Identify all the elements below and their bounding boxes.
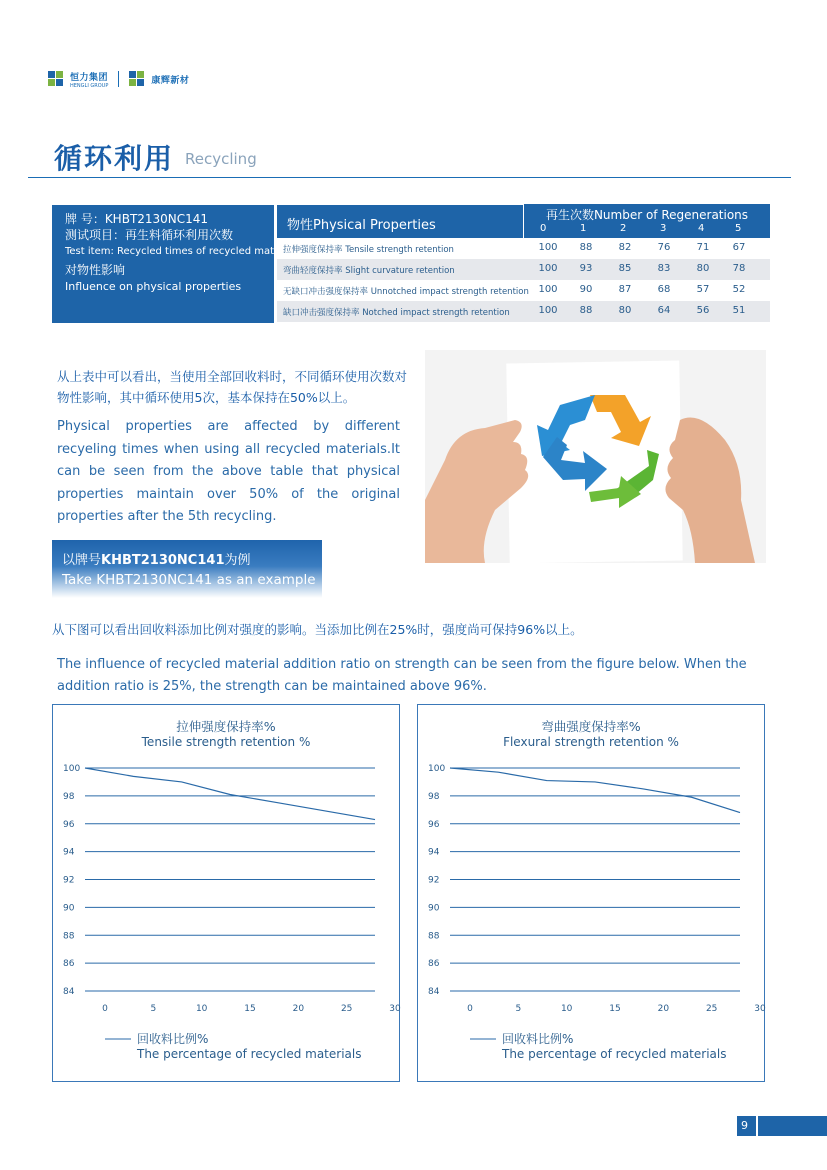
legend-label-en: The percentage of recycled materials [502, 1047, 727, 1061]
x-tick-label: 10 [195, 1004, 208, 1014]
title-divider [28, 177, 791, 178]
x-tick-label: 0 [102, 1004, 108, 1014]
y-tick-label: 98 [428, 791, 440, 802]
grade-label: 牌 号：KHBT2130NC141 [65, 212, 209, 226]
table-info-panel [52, 205, 302, 323]
regen-number: 4 [698, 223, 705, 234]
table-cell: 78 [732, 263, 746, 274]
y-tick-label: 98 [63, 791, 75, 802]
recycle-photo [425, 350, 766, 563]
legend-label-cn: 回收料比例% [502, 1032, 574, 1046]
x-tick-label: 20 [657, 1004, 670, 1014]
x-tick-label: 25 [705, 1004, 718, 1014]
table-cell: 87 [618, 284, 632, 295]
table-cell: 88 [579, 242, 593, 253]
y-tick-label: 88 [63, 931, 75, 942]
example-en: Take KHBT2130NC141 as an example [62, 572, 316, 588]
regen-number: 2 [620, 223, 627, 234]
row-label: 拉伸强度保持率 Tensile strength retention [283, 245, 454, 255]
row-label: 弯曲轻度保持率 Slight curvature retention [283, 266, 455, 276]
y-tick-label: 90 [63, 903, 75, 914]
chart-title: 弯曲强度保持率% [541, 719, 641, 734]
example-banner [52, 540, 322, 598]
x-tick-label: 5 [150, 1004, 157, 1014]
table-cell: 100 [538, 263, 558, 274]
table-cell: 51 [732, 305, 746, 316]
summary-paragraph-en: Physical properties are affected by different recyeling times when using all recycled materials.It can be seen from the above table that physical properties maintain over 50% of the original properties after the 5th recycling. [57, 419, 400, 524]
y-tick-label: 88 [428, 931, 440, 942]
chart-svg-0 [53, 705, 399, 1081]
table-row [277, 280, 770, 301]
recycle-photo-illustration [425, 350, 766, 563]
table-header-regenerations [524, 204, 770, 238]
example-cn-prefix: 以牌号 [62, 553, 102, 568]
y-tick-label: 90 [428, 903, 440, 914]
y-tick-label: 86 [428, 959, 440, 970]
x-tick-label: 15 [609, 1004, 621, 1014]
chart-subtitle: Flexural strength retention % [503, 735, 679, 749]
page-number: 9 [741, 1119, 748, 1132]
logo-mark-icon [48, 71, 64, 87]
table-cell: 64 [657, 305, 671, 316]
chart-title: 拉伸强度保持率% [176, 719, 276, 734]
table-cell: 100 [538, 305, 558, 316]
table-cell: 93 [579, 263, 593, 274]
page-number-bar [737, 1116, 827, 1136]
x-tick-label: 25 [340, 1004, 353, 1014]
test-item-en: Test item: Recycled times of recycled materials [65, 246, 302, 257]
table-cell: 71 [696, 242, 710, 253]
y-tick-label: 86 [63, 959, 75, 970]
regen-title: 再生次数Number of Regenerations [545, 208, 749, 222]
legend-label-en: The percentage of recycled materials [137, 1047, 362, 1061]
y-tick-label: 94 [63, 847, 75, 858]
table-row [277, 238, 770, 259]
table-cell: 57 [696, 284, 710, 295]
table-cell: 52 [732, 284, 746, 295]
x-tick-label: 5 [515, 1004, 522, 1014]
page-number-divider [756, 1116, 758, 1136]
y-tick-label: 92 [428, 875, 440, 886]
y-tick-label: 92 [63, 875, 75, 886]
table-row [277, 301, 770, 322]
y-tick-label: 96 [428, 819, 440, 830]
example-cn-grade: KHBT2130NC141 [101, 553, 225, 568]
table-cell: 68 [657, 284, 671, 295]
y-tick-label: 100 [63, 764, 81, 774]
example-cn [62, 549, 251, 568]
influence-en: Influence on physical properties [65, 280, 242, 293]
influence-cn: 对物性影响 [65, 263, 126, 277]
series-line [85, 768, 375, 820]
series-line [450, 768, 740, 813]
logo-mark-icon [129, 71, 145, 87]
table-cell: 67 [732, 242, 746, 253]
chart-flexural [417, 704, 765, 1082]
row-label: 缺口冲击强度保持率 Notched impact strength retention [283, 308, 510, 318]
page-title: 循环利用 [54, 142, 175, 175]
table-cell: 56 [696, 305, 710, 316]
table-cell: 88 [579, 305, 593, 316]
y-tick-label: 84 [428, 987, 440, 997]
table-cell: 83 [657, 263, 671, 274]
x-tick-label: 15 [244, 1004, 256, 1014]
x-tick-label: 30 [754, 1004, 766, 1014]
y-tick-label: 84 [63, 987, 75, 997]
regen-number: 5 [735, 223, 742, 234]
table-cell: 80 [696, 263, 710, 274]
chart-intro-en: The influence of recycled material addition ratio on strength can be seen from the figure below. When the addition ratio is 25%, the strength can be maintained above 96%. [57, 657, 747, 694]
table-cell: 76 [657, 242, 671, 253]
x-tick-label: 20 [292, 1004, 305, 1014]
logo-subtext-1: HENGLI GROUP [70, 82, 109, 89]
y-tick-label: 100 [428, 764, 446, 774]
regen-number: 3 [660, 223, 667, 234]
chart-subtitle: Tensile strength retention % [141, 735, 311, 749]
x-tick-label: 30 [389, 1004, 401, 1014]
y-tick-label: 96 [63, 819, 75, 830]
test-item-cn: 测试项目：再生料循环利用次数 [65, 228, 234, 242]
regen-number: 0 [540, 223, 547, 234]
legend-label-cn: 回收料比例% [137, 1032, 209, 1046]
table-header-properties: 物性Physical Properties [277, 205, 523, 238]
regen-numbers [524, 223, 770, 237]
regen-number: 1 [580, 223, 587, 234]
chart-intro-cn: 从下图可以看出回收料添加比例对强度的影响。当添加比例在25%时，强度尚可保持96%以上。 [52, 622, 583, 637]
chart-tensile [52, 704, 400, 1082]
logo-text-2: 康辉新材 [151, 75, 190, 86]
logo-text-1: 恒力集团 [70, 72, 109, 83]
x-tick-label: 0 [467, 1004, 473, 1014]
page-title-english: Recycling [185, 150, 257, 168]
x-tick-label: 10 [560, 1004, 573, 1014]
y-tick-label: 94 [428, 847, 440, 858]
brand-logo [48, 70, 189, 88]
example-cn-suffix: 为例 [224, 553, 251, 568]
table-cell: 80 [618, 305, 632, 316]
row-label: 无缺口冲击强度保持率 Unnotched impact strength retention [283, 287, 529, 297]
chart-svg-1 [418, 705, 764, 1081]
table-cell: 100 [538, 284, 558, 295]
logo-divider [118, 71, 119, 87]
summary-paragraph-cn: 从上表中可以看出，当使用全部回收料时，不同循环使用次数对物性影响，其中循环使用5次，基本保持在50%以上。 [57, 369, 408, 405]
table-cell: 85 [618, 263, 632, 274]
table-cell: 100 [538, 242, 558, 253]
table-cell: 82 [618, 242, 632, 253]
table-row [277, 259, 770, 280]
table-cell: 90 [579, 284, 593, 295]
